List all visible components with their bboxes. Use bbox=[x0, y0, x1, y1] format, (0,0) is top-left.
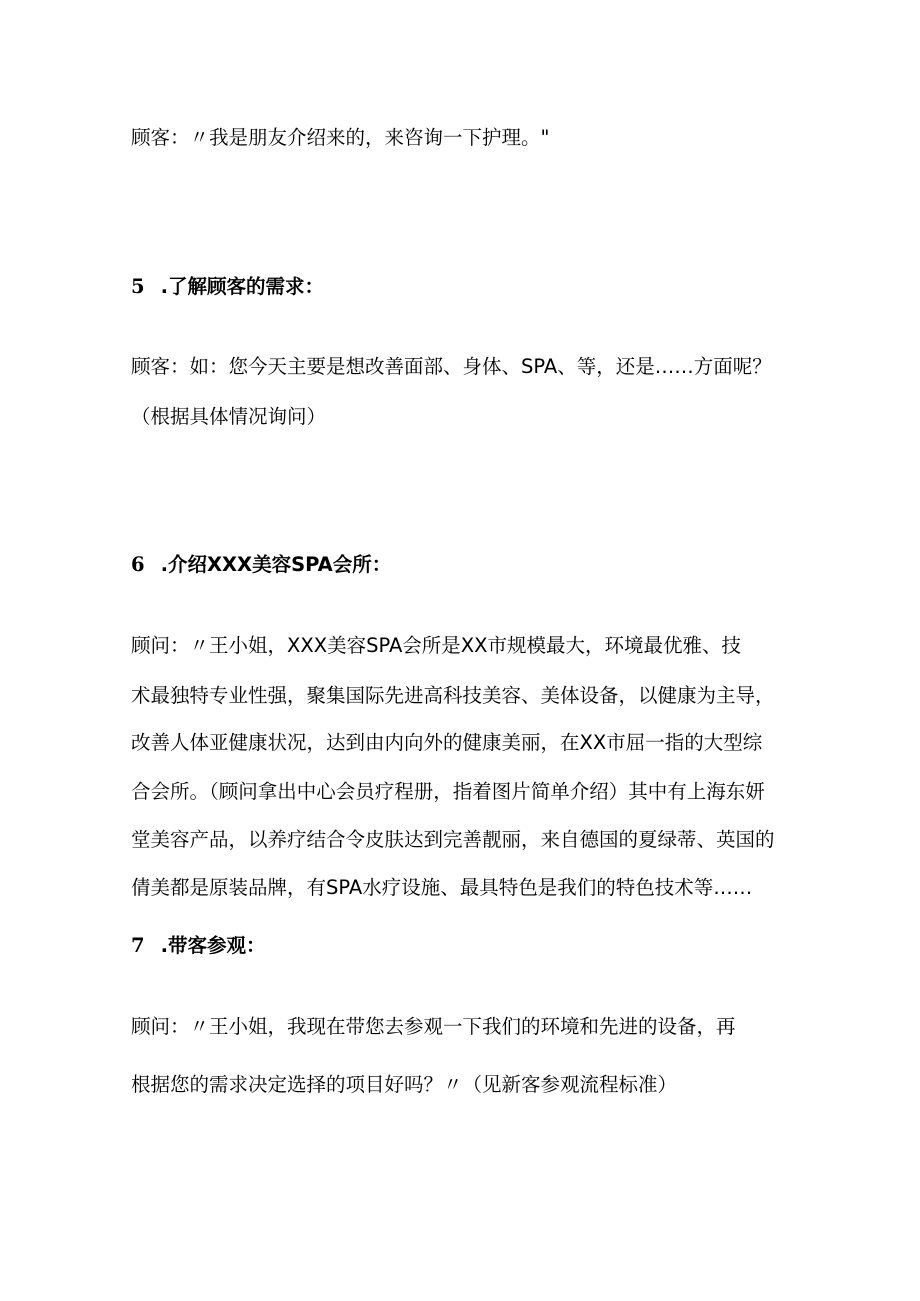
section-7-line-1: 顾问：〃王小姐，我现在带您去参观一下我们的环境和先进的设备，再 bbox=[131, 1015, 736, 1038]
section-6-heading bbox=[131, 551, 391, 579]
section-title: .介绍XXX美容SPA会所： bbox=[160, 553, 392, 576]
section-5-heading bbox=[131, 273, 324, 301]
section-number: 5 bbox=[131, 275, 145, 298]
section-5-line-2: （根据具体情况询问） bbox=[131, 405, 327, 428]
section-number: 7 bbox=[131, 934, 145, 957]
section-6-line-2: 术最独特专业性强，聚集国际先进高科技美容、美体设备，以健康为主导， bbox=[131, 684, 775, 707]
section-6-line-5: 堂美容产品，以养疗结合令皮肤达到完善靓丽，来自德国的夏绿蒂、英国的 bbox=[131, 828, 775, 851]
section-7-line-2: 根据您的需求决定选择的项目好吗？〃（见新客参观流程标准） bbox=[131, 1073, 678, 1096]
section-title: .了解顾客的需求： bbox=[160, 275, 324, 298]
section-6-line-3: 改善人体亚健康状况，达到由内向外的健康美丽，在XX市屈一指的大型综 bbox=[131, 731, 763, 754]
section-7-heading bbox=[131, 932, 266, 960]
section-6-line-1: 顾问：〃王小姐，XXX美容SPA会所是XX市规模最大，环境最优雅、技 bbox=[131, 634, 742, 657]
intro-line: 顾客：〃我是朋友介绍来的，来咨询一下护理。" bbox=[131, 126, 550, 149]
section-6-line-4: 合会所。（顾问拿出中心会员疗程册，指着图片简单介绍）其中有上海东妍 bbox=[131, 780, 765, 803]
section-6-line-6: 倩美都是原装品牌，有SPA水疗设施、最具特色是我们的特色技术等…… bbox=[131, 876, 753, 899]
section-5-line-1: 顾客：如：您今天主要是想改善面部、身体、SPA、等，还是……方面呢？ bbox=[131, 355, 772, 378]
section-title: .带客参观： bbox=[160, 934, 266, 957]
section-number: 6 bbox=[131, 553, 145, 576]
